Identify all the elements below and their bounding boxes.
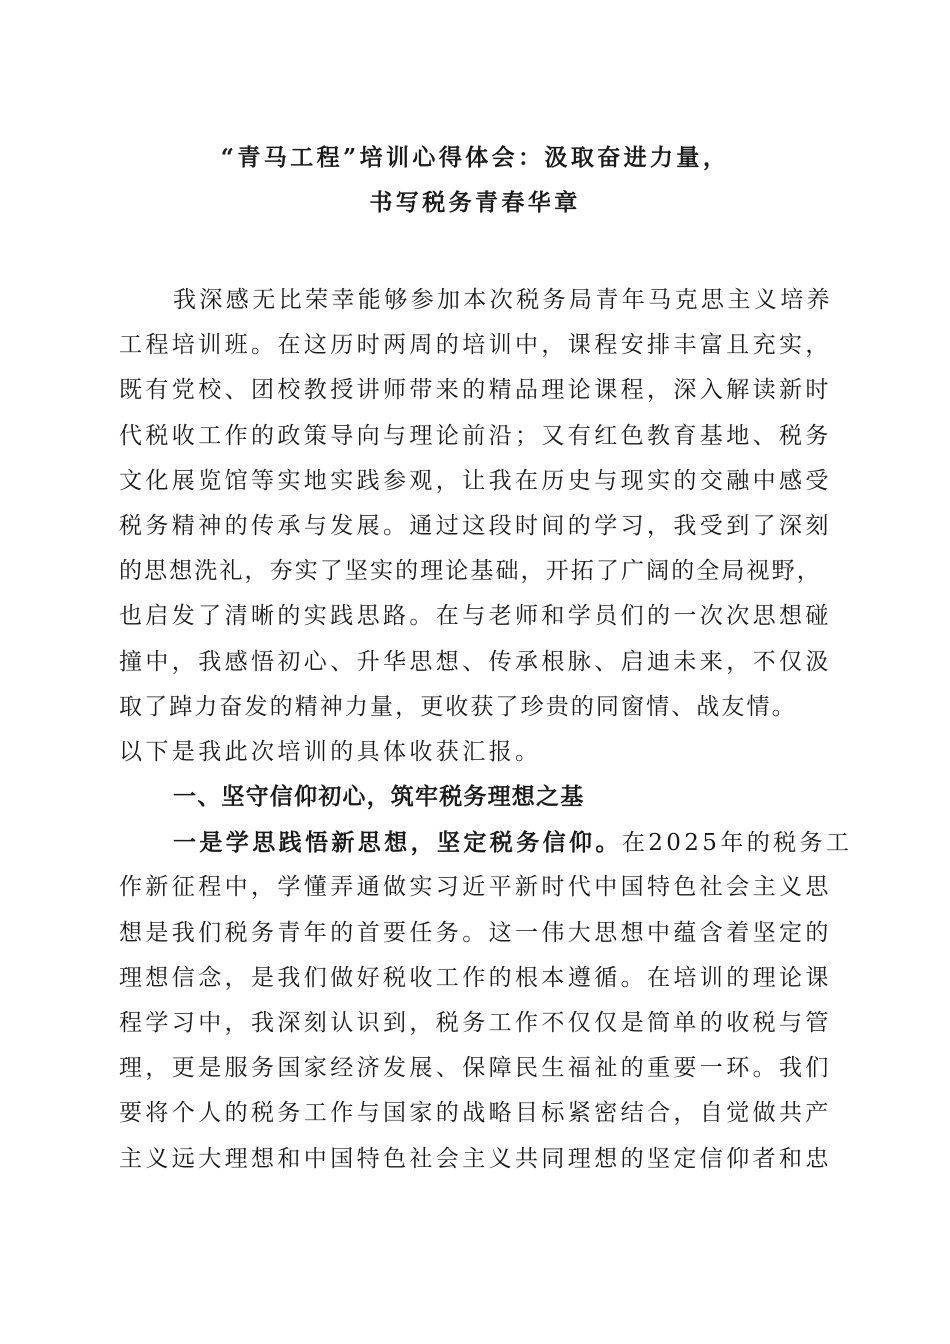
text-line: 的思想洗礼，夯实了坚实的理论基础，开拓了广阔的全局视野， — [119, 558, 822, 585]
text-line: 理，更是服务国家经济发展、保障民生福祉的重要一环。我们 — [119, 1055, 832, 1082]
text-line: 既有党校、团校教授讲师带来的精品理论课程，深入解读新时 — [119, 377, 832, 404]
text-line: 想是我们税务青年的首要任务。这一伟大思想中蕴含着坚定的 — [119, 919, 832, 946]
text-line: 撞中，我感悟初心、升华思想、传承根脉、启迪未来，不仅汲 — [119, 648, 832, 675]
text-line: 取了踔力奋发的精神力量，更收获了珍贵的同窗情、战友情。 — [119, 693, 797, 720]
paragraph-intro — [119, 278, 833, 775]
text-line: 以下是我此次培训的具体收获汇报。 — [119, 738, 542, 765]
section-heading: 一、坚守信仰初心，筑牢税务理想之基 — [173, 784, 585, 811]
text-line: 理想信念，是我们做好税收工作的根本遵循。在培训的理论课 — [119, 964, 832, 991]
text-line: 文化展览馆等实地实践参观，让我在历史与现实的交融中感受 — [119, 467, 832, 494]
text-line: 税务精神的传承与发展。通过这段时间的学习，我受到了深刻 — [119, 512, 832, 539]
lead-rest: 在2025年的税务工 — [621, 830, 853, 857]
text-line: 我深感无比荣幸能够参加本次税务局青年马克思主义培养 — [173, 287, 833, 313]
text-line: 主义远大理想和中国特色社会主义共同理想的坚定信仰者和忠 — [119, 1145, 832, 1172]
text-line: 作新征程中，学懂弄通做实习近平新时代中国特色社会主义思 — [119, 874, 832, 901]
document-body — [119, 278, 853, 1182]
text-line: 也启发了清晰的实践思路。在与老师和学员们的一次次思想碰 — [119, 603, 832, 630]
title-line-2: 书写税务青春华章 — [369, 189, 581, 217]
text-line — [119, 820, 853, 865]
text-line: 要将个人的税务工作与国家的战略目标紧密结合，自觉做共产 — [119, 1100, 832, 1127]
document-title — [100, 135, 850, 225]
paragraph-section-1 — [119, 820, 853, 1182]
text-line: 工程培训班。在这历时两周的培训中，课程安排丰富且充实， — [119, 332, 832, 359]
text-line: 程学习中，我深刻认识到，税务工作不仅仅是简单的收税与管 — [119, 1010, 832, 1036]
text-line: 代税收工作的政策导向与理论前沿；又有红色教育基地、税务 — [119, 422, 832, 449]
title-line-1: “青马工程”培训心得体会：汲取奋进力量， — [220, 144, 730, 171]
lead-sentence: 一是学思践悟新思想，坚定税务信仰。 — [173, 829, 622, 857]
